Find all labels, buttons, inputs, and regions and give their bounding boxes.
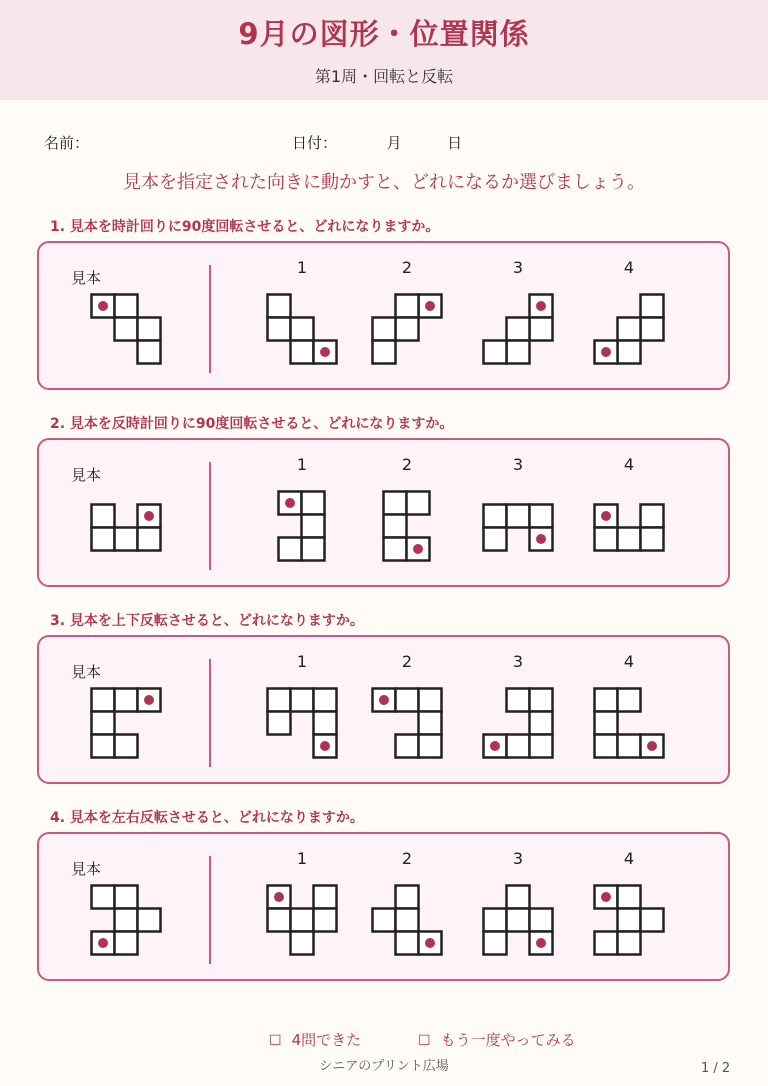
option-1-number: 1 bbox=[296, 849, 308, 868]
grid-cell bbox=[396, 318, 419, 341]
option-2-number: 2 bbox=[401, 652, 413, 671]
sample-label: 見本 bbox=[71, 860, 102, 878]
grid-cell bbox=[618, 318, 641, 341]
option-4-figure[interactable] bbox=[593, 884, 665, 956]
grid-cell bbox=[302, 538, 325, 561]
grid-cell bbox=[419, 689, 442, 712]
divider bbox=[209, 265, 211, 373]
grid-cell bbox=[419, 735, 442, 758]
marker-dot bbox=[601, 892, 611, 902]
marker-dot bbox=[98, 301, 108, 311]
marker-dot bbox=[425, 938, 435, 948]
marker-dot bbox=[144, 511, 154, 521]
checkbox-done[interactable] bbox=[269, 1029, 361, 1050]
option-1-figure[interactable] bbox=[266, 687, 338, 759]
marker-dot bbox=[536, 938, 546, 948]
grid-cell bbox=[268, 295, 291, 318]
question-3-title: 3. 見本を上下反転させると、どれになりますか。 bbox=[50, 613, 364, 629]
grid-cell bbox=[641, 318, 664, 341]
grid-cell bbox=[595, 932, 618, 955]
marker-dot bbox=[274, 892, 284, 902]
grid-cell bbox=[314, 689, 337, 712]
option-4-figure[interactable] bbox=[593, 687, 665, 759]
grid-cell bbox=[92, 735, 115, 758]
grid-cell bbox=[314, 712, 337, 735]
grid-cell bbox=[419, 712, 442, 735]
grid-cell bbox=[92, 886, 115, 909]
option-3-number: 3 bbox=[512, 652, 524, 671]
question-3-box bbox=[37, 635, 730, 784]
grid-cell bbox=[484, 909, 507, 932]
grid-cell bbox=[115, 528, 138, 551]
grid-cell bbox=[138, 318, 161, 341]
divider bbox=[209, 462, 211, 570]
grid-cell bbox=[530, 318, 553, 341]
option-2-number: 2 bbox=[401, 258, 413, 277]
page-title: 9月の図形・位置関係 bbox=[238, 17, 530, 51]
grid-cell bbox=[291, 932, 314, 955]
grid-cell bbox=[407, 492, 430, 515]
grid-cell bbox=[641, 528, 664, 551]
checkbox-retry[interactable] bbox=[418, 1029, 576, 1050]
option-3-number: 3 bbox=[512, 849, 524, 868]
grid-cell bbox=[641, 505, 664, 528]
grid-cell bbox=[268, 689, 291, 712]
grid-cell bbox=[595, 689, 618, 712]
grid-cell bbox=[314, 886, 337, 909]
grid-cell bbox=[384, 492, 407, 515]
grid-cell bbox=[115, 735, 138, 758]
checkbox-done-label: 4問できた bbox=[291, 1031, 362, 1049]
grid-cell bbox=[115, 886, 138, 909]
option-1-number: 1 bbox=[296, 455, 308, 474]
option-4-figure[interactable] bbox=[593, 480, 665, 552]
option-2-figure[interactable] bbox=[371, 293, 443, 365]
grid-cell bbox=[396, 295, 419, 318]
option-1-figure[interactable] bbox=[277, 490, 349, 562]
question-4-title: 4. 見本を左右反転させると、どれになりますか。 bbox=[50, 810, 364, 826]
grid-cell bbox=[291, 909, 314, 932]
marker-dot bbox=[379, 695, 389, 705]
grid-cell bbox=[595, 528, 618, 551]
grid-cell bbox=[384, 515, 407, 538]
option-4-number: 4 bbox=[623, 258, 635, 277]
day-label: 日 bbox=[447, 134, 463, 152]
option-2-figure[interactable] bbox=[371, 884, 443, 956]
instruction-text: 見本を指定された向きに動かすと、どれになるか選びましょう。 bbox=[123, 172, 645, 193]
month-label: 月 bbox=[386, 134, 402, 152]
option-2-number: 2 bbox=[401, 849, 413, 868]
grid-cell bbox=[484, 932, 507, 955]
grid-cell bbox=[530, 909, 553, 932]
header-band bbox=[0, 0, 768, 100]
grid-cell bbox=[384, 538, 407, 561]
grid-cell bbox=[507, 318, 530, 341]
grid-cell bbox=[291, 689, 314, 712]
grid-cell bbox=[291, 341, 314, 364]
marker-dot bbox=[601, 511, 611, 521]
grid-cell bbox=[115, 295, 138, 318]
name-label: 名前： bbox=[44, 134, 90, 152]
marker-dot bbox=[490, 741, 500, 751]
grid-cell bbox=[484, 341, 507, 364]
marker-dot bbox=[536, 534, 546, 544]
grid-cell bbox=[507, 689, 530, 712]
option-3-figure[interactable] bbox=[482, 293, 554, 365]
option-1-number: 1 bbox=[296, 258, 308, 277]
grid-cell bbox=[507, 505, 530, 528]
marker-dot bbox=[647, 741, 657, 751]
grid-cell bbox=[595, 712, 618, 735]
grid-cell bbox=[618, 909, 641, 932]
grid-cell bbox=[618, 689, 641, 712]
sample-figure bbox=[90, 687, 162, 759]
grid-cell bbox=[138, 909, 161, 932]
question-2-box bbox=[37, 438, 730, 587]
option-1-figure[interactable] bbox=[266, 884, 338, 956]
grid-cell bbox=[92, 712, 115, 735]
option-3-number: 3 bbox=[512, 258, 524, 277]
grid-cell bbox=[279, 538, 302, 561]
sample-figure bbox=[90, 480, 162, 552]
grid-cell bbox=[302, 515, 325, 538]
grid-cell bbox=[484, 505, 507, 528]
option-4-number: 4 bbox=[623, 652, 635, 671]
grid-cell bbox=[396, 932, 419, 955]
grid-cell bbox=[373, 909, 396, 932]
option-2-figure[interactable] bbox=[382, 490, 454, 562]
grid-cell bbox=[92, 528, 115, 551]
marker-dot bbox=[425, 301, 435, 311]
grid-cell bbox=[115, 909, 138, 932]
name-field[interactable] bbox=[44, 132, 89, 153]
option-3-figure[interactable] bbox=[482, 687, 554, 759]
grid-cell bbox=[138, 341, 161, 364]
grid-cell bbox=[507, 341, 530, 364]
option-1-number: 1 bbox=[296, 652, 308, 671]
grid-cell bbox=[507, 735, 530, 758]
grid-cell bbox=[530, 712, 553, 735]
question-2-title: 2. 見本を反時計回りに90度回転させると、どれになりますか。 bbox=[50, 416, 454, 432]
option-4-figure[interactable] bbox=[593, 293, 665, 365]
grid-cell bbox=[268, 909, 291, 932]
option-3-number: 3 bbox=[512, 455, 524, 474]
sample-label: 見本 bbox=[71, 269, 102, 287]
sample-label: 見本 bbox=[71, 663, 102, 681]
divider bbox=[209, 856, 211, 964]
date-label: 日付： bbox=[292, 134, 338, 152]
question-1-box bbox=[37, 241, 730, 390]
option-3-figure[interactable] bbox=[482, 480, 554, 552]
site-name: シニアのプリント広場 bbox=[319, 1059, 449, 1074]
grid-cell bbox=[595, 735, 618, 758]
grid-cell bbox=[396, 909, 419, 932]
divider bbox=[209, 659, 211, 767]
grid-cell bbox=[530, 735, 553, 758]
grid-cell bbox=[641, 909, 664, 932]
grid-cell bbox=[396, 689, 419, 712]
option-4-number: 4 bbox=[623, 849, 635, 868]
grid-cell bbox=[396, 886, 419, 909]
sample-figure bbox=[90, 884, 162, 956]
date-field[interactable] bbox=[292, 132, 462, 153]
question-4-box bbox=[37, 832, 730, 981]
marker-dot bbox=[98, 938, 108, 948]
marker-dot bbox=[320, 741, 330, 751]
grid-cell bbox=[396, 735, 419, 758]
grid-cell bbox=[618, 528, 641, 551]
grid-cell bbox=[618, 886, 641, 909]
grid-cell bbox=[373, 341, 396, 364]
grid-cell bbox=[618, 735, 641, 758]
page-subtitle: 第1周・回転と反転 bbox=[314, 67, 454, 86]
checkbox-icon[interactable]: ☐ bbox=[418, 1033, 431, 1049]
option-2-number: 2 bbox=[401, 455, 413, 474]
grid-cell bbox=[302, 492, 325, 515]
grid-cell bbox=[530, 505, 553, 528]
grid-cell bbox=[618, 932, 641, 955]
grid-cell bbox=[507, 886, 530, 909]
grid-cell bbox=[92, 505, 115, 528]
option-3-figure[interactable] bbox=[482, 884, 554, 956]
grid-cell bbox=[314, 909, 337, 932]
question-1-title: 1. 見本を時計回りに90度回転させると、どれになりますか。 bbox=[50, 219, 440, 235]
checkbox-retry-label: もう一度やってみる bbox=[440, 1031, 576, 1049]
marker-dot bbox=[536, 301, 546, 311]
grid-cell bbox=[373, 318, 396, 341]
grid-cell bbox=[268, 318, 291, 341]
grid-cell bbox=[115, 689, 138, 712]
grid-cell bbox=[641, 295, 664, 318]
option-4-number: 4 bbox=[623, 455, 635, 474]
marker-dot bbox=[601, 347, 611, 357]
grid-cell bbox=[138, 528, 161, 551]
grid-cell bbox=[484, 528, 507, 551]
checkbox-icon[interactable]: ☐ bbox=[269, 1033, 282, 1049]
page-number: 1 / 2 bbox=[701, 1061, 731, 1076]
grid-cell bbox=[618, 341, 641, 364]
grid-cell bbox=[115, 932, 138, 955]
grid-cell bbox=[507, 909, 530, 932]
option-1-figure[interactable] bbox=[266, 293, 338, 365]
grid-cell bbox=[268, 712, 291, 735]
marker-dot bbox=[413, 544, 423, 554]
grid-cell bbox=[530, 689, 553, 712]
marker-dot bbox=[285, 498, 295, 508]
grid-cell bbox=[92, 689, 115, 712]
marker-dot bbox=[320, 347, 330, 357]
marker-dot bbox=[144, 695, 154, 705]
sample-label: 見本 bbox=[71, 466, 102, 484]
option-2-figure[interactable] bbox=[371, 687, 443, 759]
grid-cell bbox=[291, 318, 314, 341]
grid-cell bbox=[115, 318, 138, 341]
sample-figure bbox=[90, 293, 162, 365]
